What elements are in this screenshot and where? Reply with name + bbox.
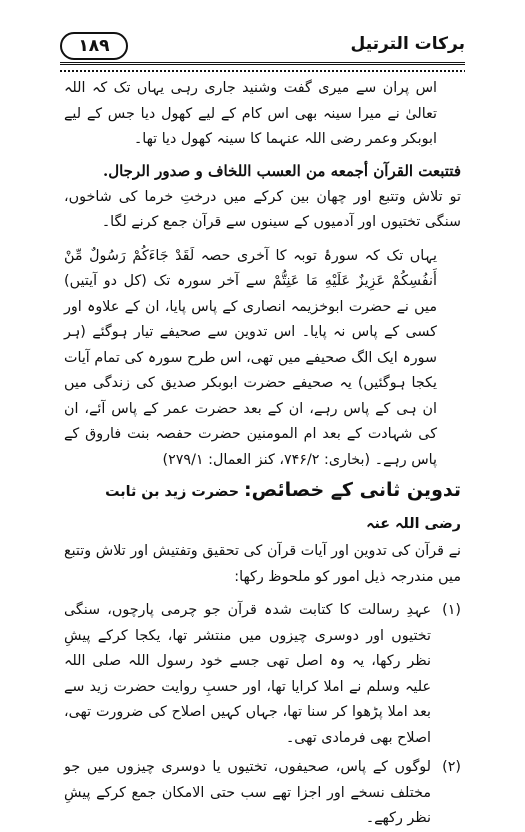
section-heading-tail: حضرت زید بن ثابت رضی اللہ عنہ: [105, 484, 461, 532]
list-item-2-number: (۲): [442, 759, 461, 775]
paragraph-4: نے قرآن کی تدوین اور آیات قرآن کی تحقیق وتفتیش اور تلاش وتتبع میں مندرجہ ذیل امور کو ملحوظ رکھا:: [64, 543, 461, 585]
header-rule: [60, 62, 465, 73]
page-body: [64, 76, 461, 826]
paragraph-3: یہاں تک کہ سورۂ توبہ کا آخری حصہ لَقَدْ جَاءَكُمْ رَسُولٌ مِّنْ أَنفُسِكُمْ عَزِيزٌ عَلَيْهِ مَا عَنِتُّمْ سے آخر سورہ تک (کل دو آیتیں) میں نے حضرت ابوخزیمہ انصاری کے پاس پایا، ان کے علاوہ اور کسی کے پاس نہ پایا۔ اس تدوین سے صحیفے تیار ہوگئے (ہر سورہ ایک الگ صحیفے میں تھی، اس طرح سورہ کی تمام آیات یکجا ہوگئیں) یہ صحیفے حضرت ابوبکر صدیق کی زندگی میں ان ہی کے پاس رہے، ان کے بعد حضرت عمر کے پاس آئے، ان کی شہادت کے بعد ام المومنین حضرت حفصہ بنت فاروق کے پاس رہے۔ (بخاری: ۷۴۶/۲، کنز العمال: ۲۷۹/۱): [64, 247, 437, 468]
section-heading-title: تدوین ثانی کے خصائص:: [243, 479, 461, 501]
paragraph-2: تو تلاش وتتبع اور چھان بین کرکے میں درختِ خرما کی شاخوں، سنگی تختیوں اور آدمیوں کے سینوں سے قرآن جمع کرنے لگا۔: [64, 188, 461, 230]
arabic-quote: فتتبعت القرآن أجمعه من العسب اللخاف و صدور الرجال.: [102, 161, 461, 180]
list-item-2-text: لوگوں کے پاس، صحیفوں، تختیوں یا دوسری چیزوں میں جو مختلف نسخے اور اجزا تھے سب حتی الامکان جمع کرکے پیشِ نظر رکھے۔: [64, 759, 431, 826]
page-header: [60, 32, 465, 62]
list-item-1-text: عہدِ رسالت کا کتابت شدہ قرآن جو چرمی پارچوں، سنگی تختیوں اور دوسری چیزوں میں منتشر تھا، یکجا کرکے پیشِ نظر رکھا، یہ وہ اصل تھی جسے خود رسول اللہ صلی اللہ علیہ وسلم نے املا کرایا تھا، اور حسبِ روایت حضرت زید سے بعد املا پڑھوا کر سنا تھا، جہاں کہیں اصلاح کی ضرورت تھی، اصلاح بھی فرمادی تھی۔: [64, 602, 431, 746]
page-number: ١٨٩: [60, 32, 128, 60]
running-title: برکات الترتیل: [350, 34, 465, 54]
section-heading: [64, 475, 461, 539]
list-item-1: [64, 598, 461, 751]
list-item-2: [64, 755, 461, 832]
list-item-1-number: (۱): [442, 602, 461, 618]
paragraph-1: اس پران سے میری گفت وشنید جاری رہی یہاں تک کہ اللہ تعالیٰ نے میرا سینہ بھی اس کام کے لیے کھول دیا جس کے لیے ابوبکر وعمر رضی اللہ عنہما کا سینہ کھول دیا تھا۔: [64, 80, 437, 147]
